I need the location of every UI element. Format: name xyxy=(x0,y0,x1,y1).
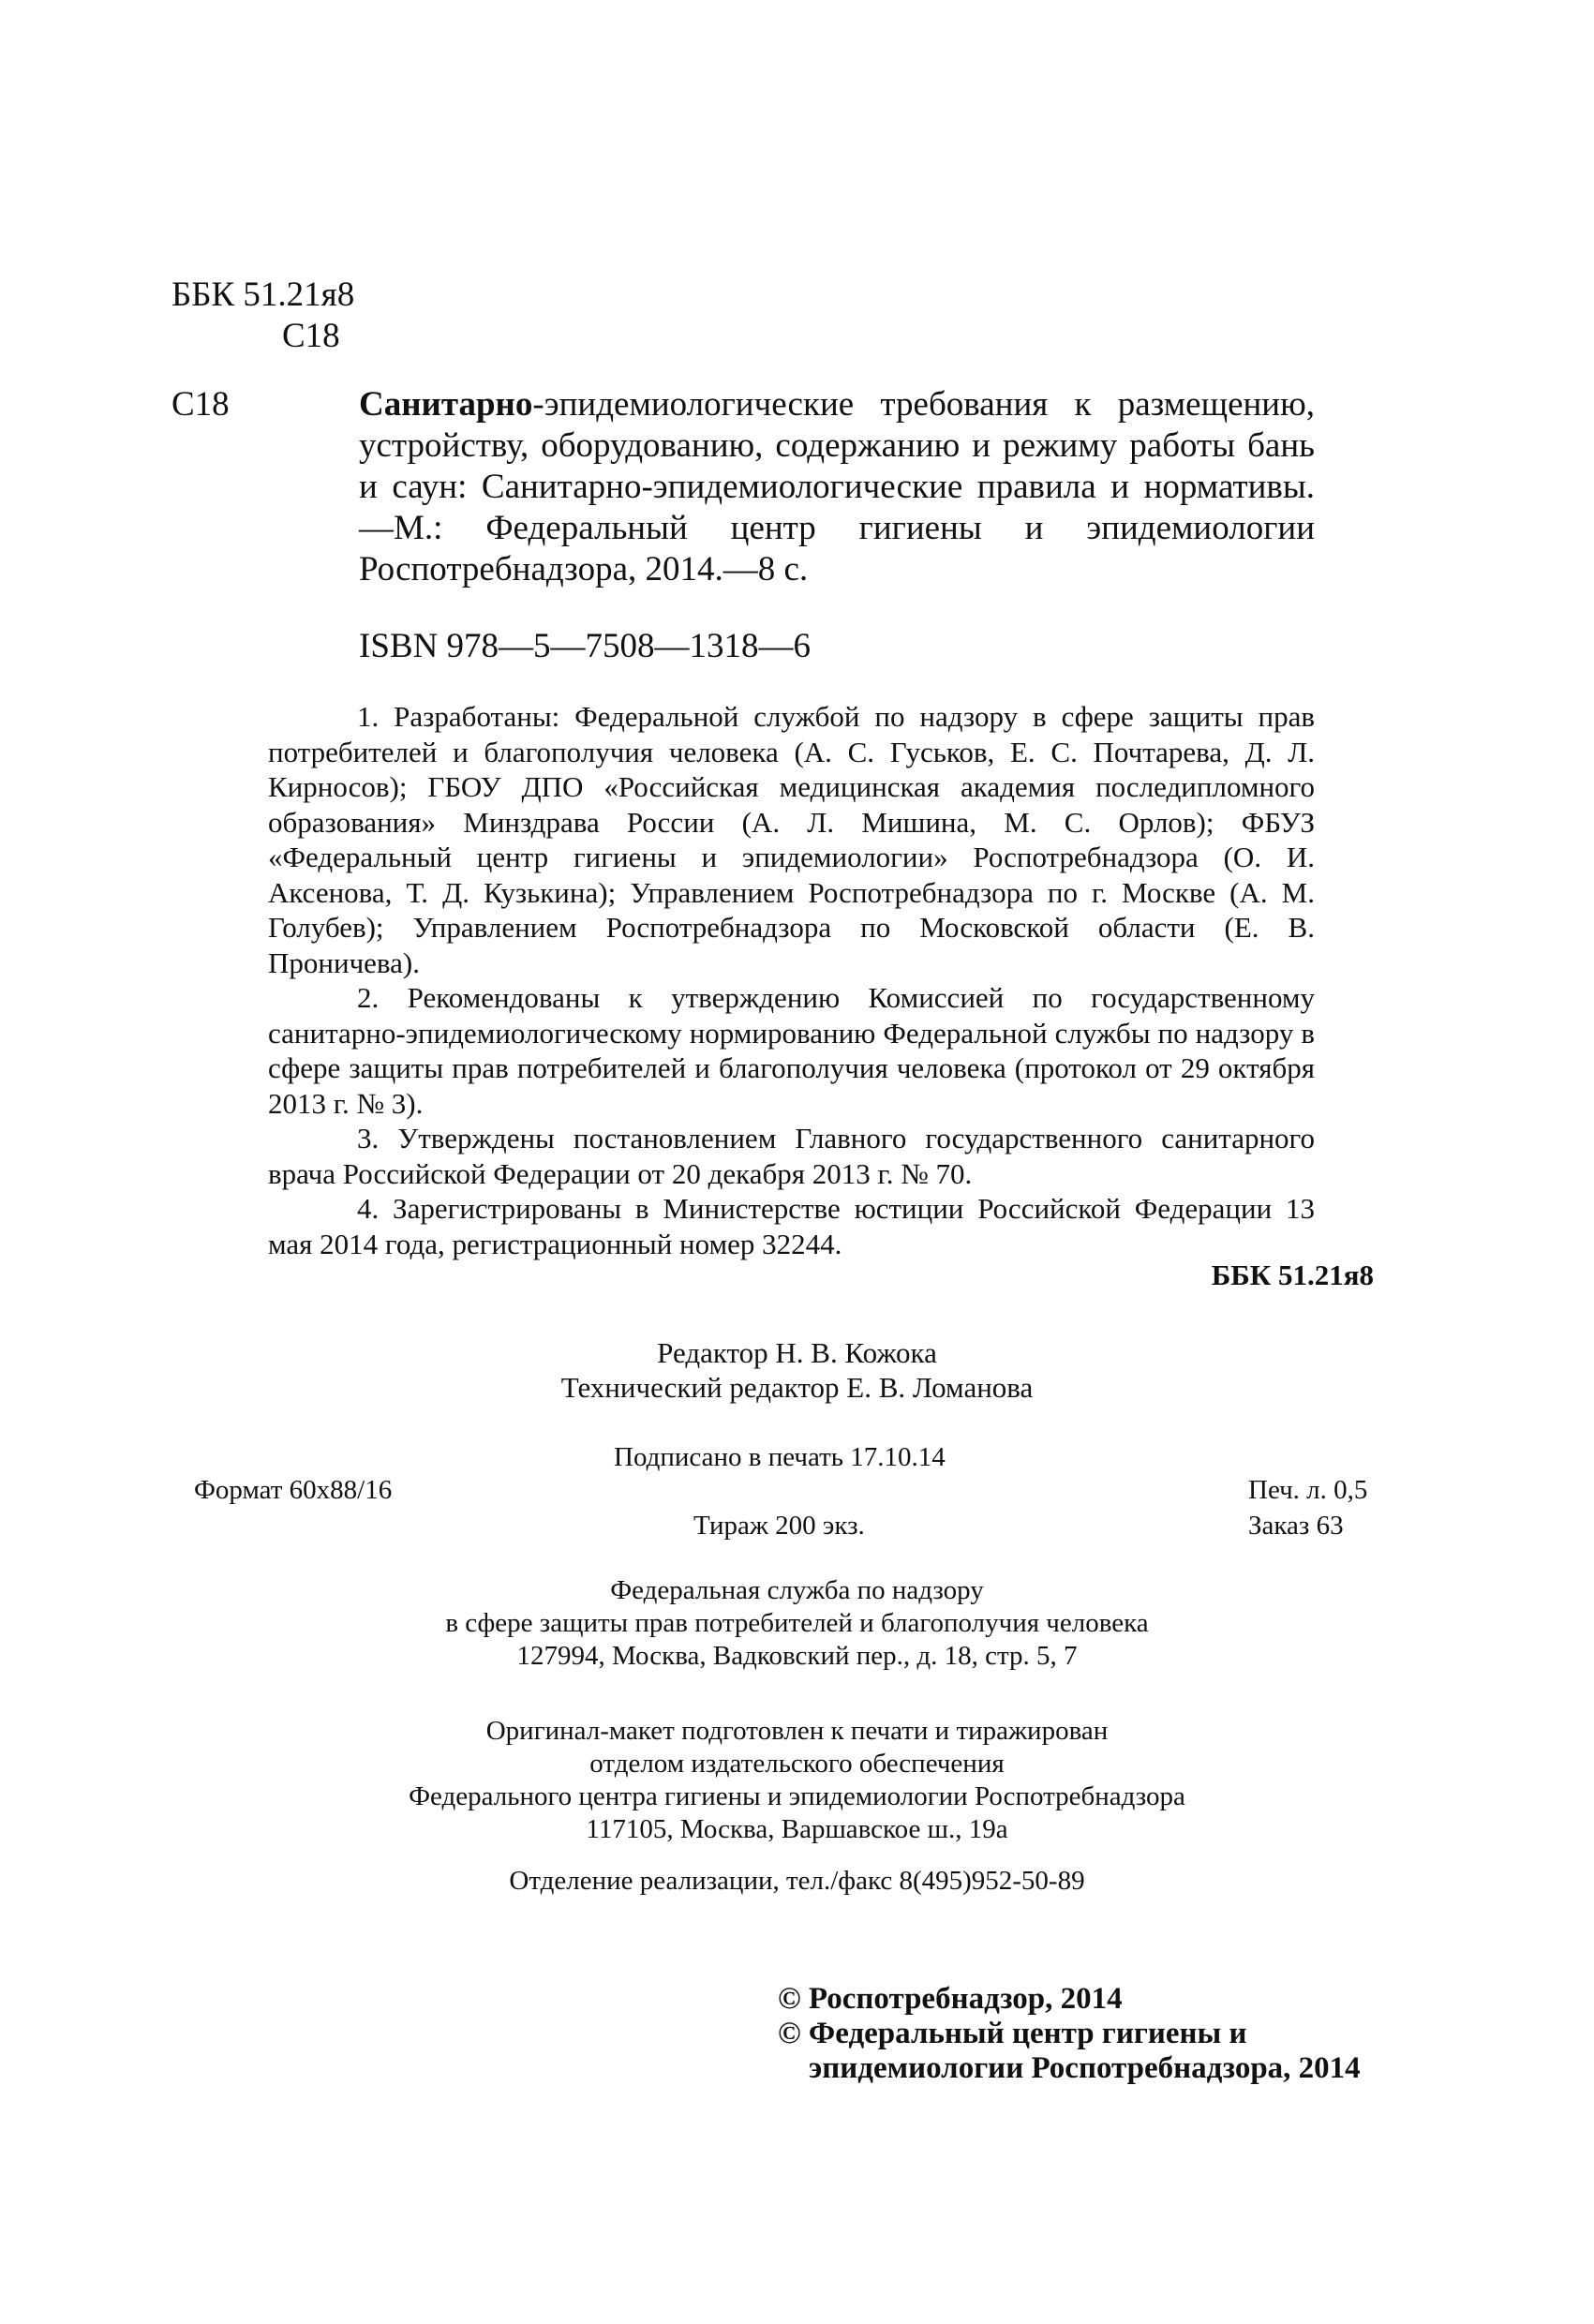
bbk-classification xyxy=(171,275,354,357)
entry-code: С18 xyxy=(171,385,230,424)
author-mark: С18 xyxy=(282,317,340,355)
order-number: Заказ 63 xyxy=(1248,1511,1344,1541)
editor: Редактор Н. В. Кожока xyxy=(657,1336,937,1369)
publisher-line: 127994, Москва, Вадковский пер., д. 18, стр. 5, 7 xyxy=(516,1641,1078,1671)
publisher-block xyxy=(0,1574,1594,1673)
technical-editor: Технический редактор Е. В. Ломанова xyxy=(560,1371,1034,1404)
note-item: 4. Зарегистрированы в Министерстве юстиции Российской Федерации 13 мая 2014 года, регистрационный номер 32244. xyxy=(268,1192,1315,1260)
printed-sheets: Печ. л. 0,5 xyxy=(1248,1475,1368,1505)
original-line: Оригинал-макет подготовлен к печати и тиражирован xyxy=(485,1716,1109,1746)
original-line: отделом издательского обеспечения xyxy=(589,1749,1005,1779)
bbk-index: ББК 51.21я8 xyxy=(171,276,355,314)
print-run: Тираж 200 экз. xyxy=(693,1511,865,1541)
original-line: 117105, Москва, Варшавское ш., 19а xyxy=(586,1814,1008,1844)
copyright-block xyxy=(778,1982,1361,2086)
copyright-line: эпидемиологии Роспотребнадзора, 2014 xyxy=(809,2051,1361,2085)
bibliographic-entry xyxy=(359,384,1315,590)
copyright-line: © Роспотребнадзор, 2014 xyxy=(778,1982,1123,2016)
paper-format: Формат 60x88/16 xyxy=(194,1475,393,1505)
isbn: ISBN 978—5—7508—1318—6 xyxy=(359,627,812,665)
publisher-line: Федеральная служба по надзору xyxy=(610,1575,984,1605)
note-item: 3. Утверждены постановлением Главного государственного санитарного врача Российской Федерации от 20 декабря 2013 г. № 70. xyxy=(268,1122,1315,1190)
original-line: Федерального центра гигиены и эпидемиологии Роспотребнадзора xyxy=(409,1781,1185,1811)
development-notes xyxy=(268,699,1315,1261)
entry-title-bold: Санитарно xyxy=(359,385,533,424)
sales-department: Отделение реализации, тел./факс 8(495)952-50-89 xyxy=(509,1866,1085,1896)
entry-title-rest: -эпидемиологические требования к размещению, устройству, оборудованию, содержанию и режиму работы бань и саун: Санитарно-эпидемиологические правила и нормативы.—М.: Федеральный центр гигиены и эпидемиологии Роспотребнадзора, 2014.—8 с. xyxy=(359,385,1315,588)
signed-for-print: Подписано в печать 17.10.14 xyxy=(614,1442,946,1472)
note-item: 2. Рекомендованы к утверждению Комиссией по государственному санитарно-эпидемиологическому нормированию Федеральной службы по надзору в сфере защиты прав потребителей и благополучия человека (протокол от 29 октября 2013 г. № 3). xyxy=(268,981,1315,1120)
editors xyxy=(0,1335,1594,1405)
note-item: 1. Разработаны: Федеральной службой по надзору в сфере защиты прав потребителей и благополучия человека (А. С. Гуськов, Е. С. Почтарева, Д. Л. Кирносов); ГБОУ ДПО «Российская медицинская академия последипломного образования» Минздрава России (А. Л. Мишина, М. С. Орлов); ФБУЗ «Федеральный центр гигиены и эпидемиологии» Роспотребнадзора (О. И. Аксенова, Т. Д. Кузькина); Управлением Роспотребнадзора по г. Москве (А. М. Голубев); Управлением Роспотребнадзора по Московской области (Е. В. Проничева). xyxy=(268,700,1315,979)
publisher-line: в сфере защиты прав потребителей и благополучия человека xyxy=(445,1608,1149,1638)
copyright-line: © Федеральный центр гигиены и xyxy=(778,2017,1247,2050)
original-layout-block xyxy=(0,1715,1594,1846)
bbk-footer: ББК 51.21я8 xyxy=(1211,1259,1374,1291)
